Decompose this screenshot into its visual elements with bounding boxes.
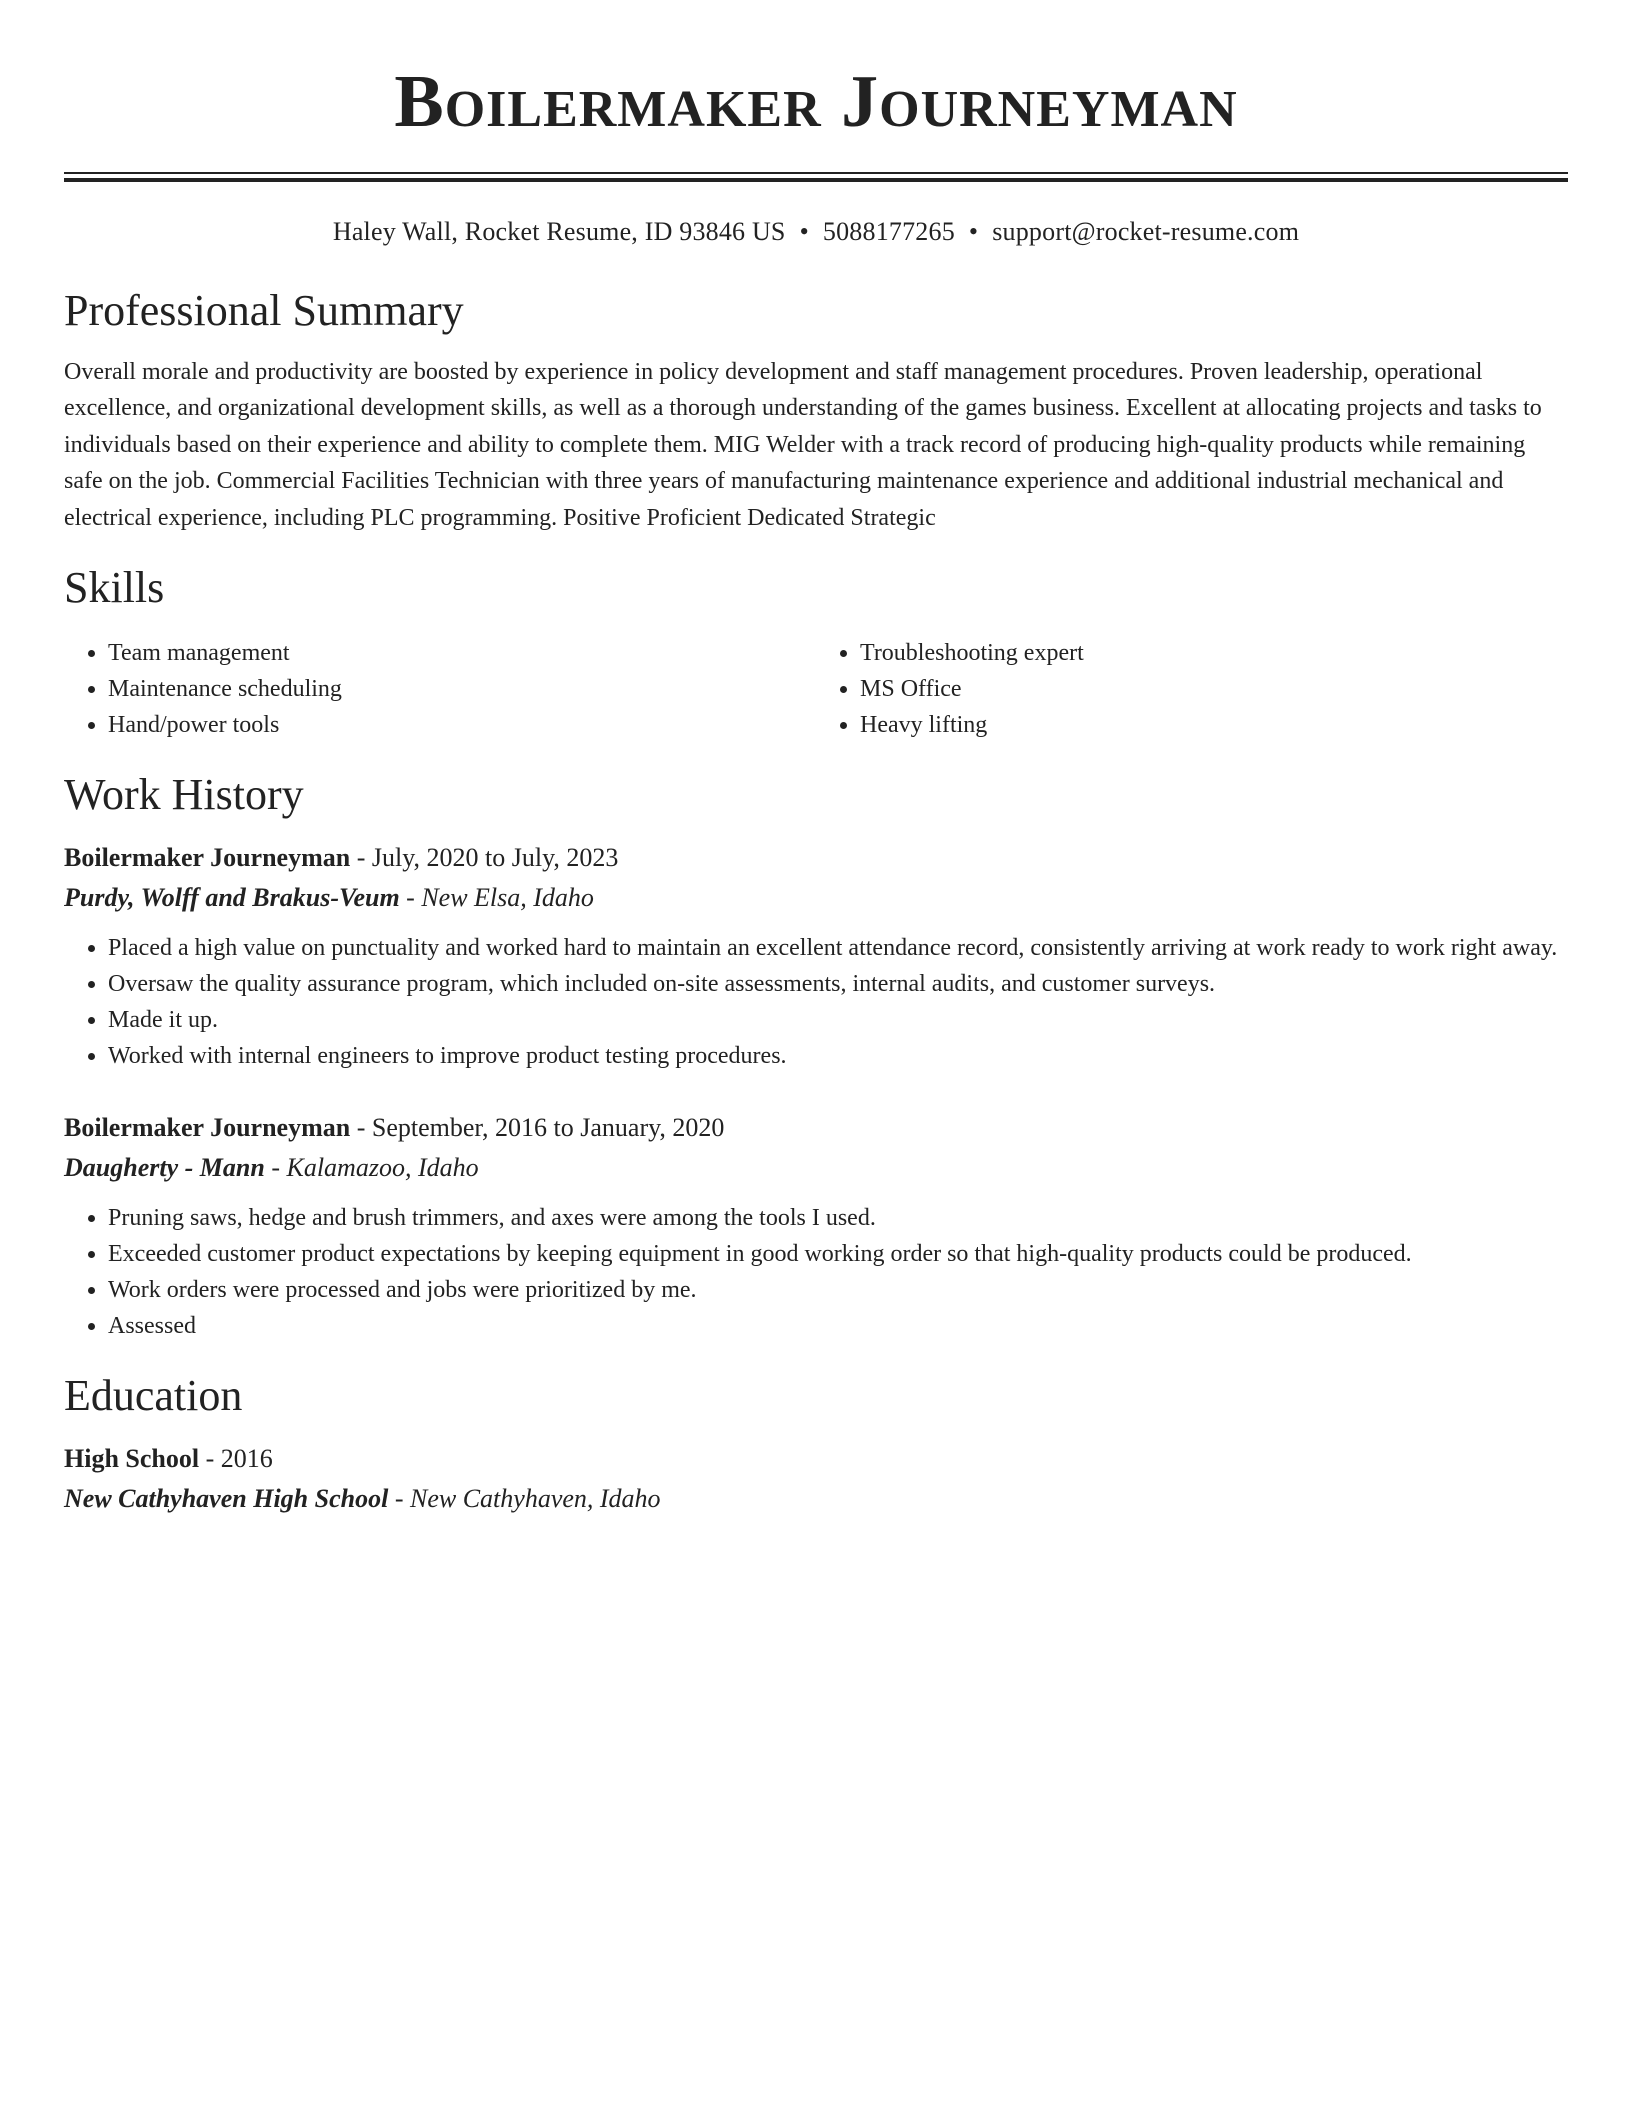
job-bullet: • Work orders were processed and jobs were prioritized by me. — [108, 1272, 1568, 1308]
education-entry — [64, 1439, 1568, 1519]
contact-separator: • — [799, 217, 809, 246]
contact-address: Haley Wall, Rocket Resume, ID 93846 US — [332, 217, 786, 246]
job-entry — [64, 838, 1568, 1074]
degree-line — [64, 1439, 1568, 1479]
skill-item: • Troubleshooting expert — [860, 635, 1568, 671]
skills-section — [64, 562, 1568, 743]
job-bullet: • Made it up. — [108, 1002, 1568, 1038]
education-section — [64, 1370, 1568, 1519]
work-history-heading: Work History — [64, 770, 304, 820]
school-line — [64, 1479, 1568, 1519]
school-name: New Cathyhaven High School — [64, 1483, 389, 1513]
job-title: Boilermaker Journeyman — [64, 1113, 351, 1143]
job-bullet: • Pruning saws, hedge and brush trimmers, and axes were among the tools I used. — [108, 1200, 1568, 1236]
contact-email: support@rocket-resume.com — [992, 217, 1300, 246]
skill-item: • Heavy lifting — [860, 707, 1568, 743]
job-title-line — [64, 838, 1568, 878]
contact-separator: • — [968, 217, 979, 246]
summary-section — [64, 285, 1568, 536]
job-title-line — [64, 1108, 1568, 1148]
degree-name: High School — [64, 1443, 200, 1473]
skills-heading: Skills — [64, 563, 165, 613]
job-dates: - September, 2016 to January, 2020 — [350, 1113, 725, 1143]
contact-line — [64, 216, 1568, 247]
work-history-section — [64, 769, 1568, 1344]
job-bullets — [64, 930, 1568, 1074]
skills-left-column — [64, 635, 816, 743]
job-entry — [64, 1108, 1568, 1344]
school-location: - New Cathyhaven, Idaho — [388, 1483, 661, 1513]
skill-item: • MS Office — [860, 671, 1568, 707]
skills-columns — [64, 635, 1568, 743]
company-location: - Kalamazoo, Idaho — [264, 1153, 479, 1183]
summary-heading: Professional Summary — [64, 286, 464, 336]
skill-item: • Hand/power tools — [108, 707, 816, 743]
job-bullet: • Worked with internal engineers to improve product testing procedures. — [108, 1038, 1568, 1074]
skill-item: • Maintenance scheduling — [108, 671, 816, 707]
job-bullet: • Oversaw the quality assurance program, which included on-site assessments, internal audits, and customer surveys. — [108, 966, 1568, 1002]
job-bullet: • Assessed — [108, 1308, 1568, 1344]
job-bullet: • Placed a high value on punctuality and worked hard to maintain an excellent attendance record, consistently arriving at work ready to work right away. — [108, 930, 1568, 966]
job-bullets — [64, 1200, 1568, 1344]
candidate-name: Boilermaker Journeyman — [394, 61, 1238, 143]
job-dates: - July, 2020 to July, 2023 — [350, 843, 619, 873]
job-bullet: • Exceeded customer product expectations by keeping equipment in good working order so that high-quality products could be produced. — [108, 1236, 1568, 1272]
company-name: Purdy, Wolff and Brakus-Veum — [64, 883, 400, 913]
company-line — [64, 1148, 1568, 1188]
summary-text: Overall morale and productivity are boosted by experience in policy development and staff management procedures. Proven leadership, operational excellence, and organizational development skills, as well as a thorough understanding of the games business. Excellent at allocating projects and tasks to individuals based on their experience and ability to complete them. MIG Welder with a track record of producing high-quality products while remaining safe on the job. Commercial Facilities Technician with three years of manufacturing maintenance experience and additional industrial mechanical and electrical experience, including PLC programming. Positive Proficient Dedicated Strategic — [64, 358, 1542, 531]
company-location: - New Elsa, Idaho — [399, 883, 594, 913]
company-line — [64, 878, 1568, 918]
graduation-year: - 2016 — [199, 1443, 273, 1473]
contact-phone: 5088177265 — [822, 217, 955, 246]
education-heading: Education — [64, 1371, 243, 1421]
skill-item: • Team management — [108, 635, 816, 671]
job-title: Boilermaker Journeyman — [64, 843, 351, 873]
header-divider — [64, 172, 1568, 182]
company-name: Daugherty - Mann — [64, 1153, 265, 1183]
skills-right-column — [816, 635, 1568, 743]
